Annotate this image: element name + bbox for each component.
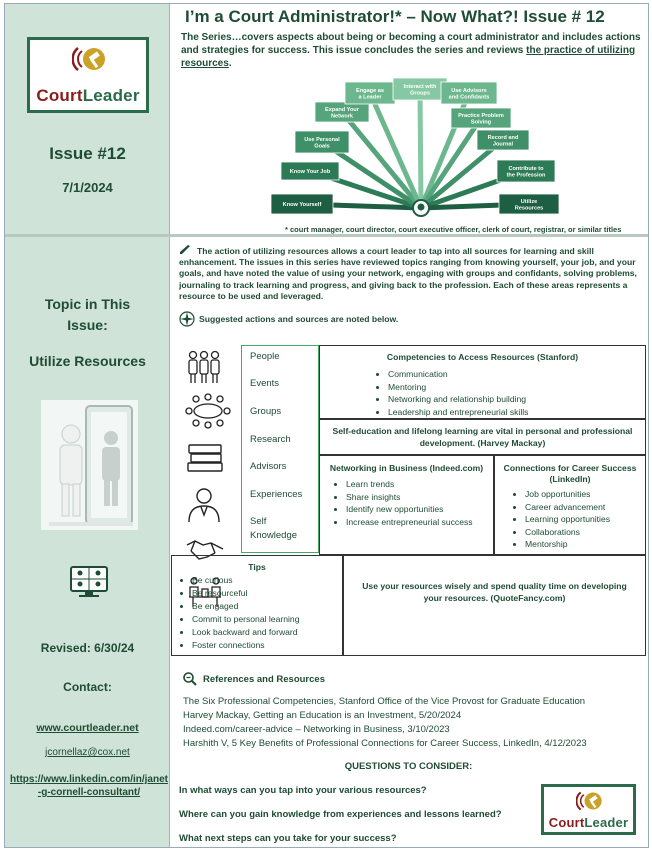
suggested-actions-note: Suggested actions and sources are noted below.: [179, 311, 398, 327]
award-badge-center: [418, 204, 425, 211]
mackay-quote: Self-education and lifelong learning are vital in personal and professional development. (Harvey Mackay): [332, 426, 633, 448]
intro-paragraph: The action of utilizing resources allows a court leader to tap into all sources for learning and skill enhancement. The issues in this series have reviewed topics ranging from knowing yourself, your job, and your goals, and have noted the value of using your network, engaging with groups and confidants, solving problems, journaling to track learning and progress, and giving back to the profession. Each of these areas represents a resource to be used and leveraged.: [179, 246, 637, 301]
title-footnote: * court manager, court director, court executive officer, clerk of court, registrar, or similar titles: [285, 225, 622, 234]
svg-text:Use Advisors: Use Advisors: [451, 87, 487, 94]
list-item: • Be engaged: [192, 600, 342, 613]
networking-list: [346, 478, 493, 528]
list-item: • Share insights: [346, 491, 493, 504]
tips-box: [171, 555, 343, 656]
list-item: • Look backward and forward: [192, 626, 342, 639]
fan-step-6: [393, 78, 447, 100]
magnifier-icon: [183, 672, 197, 686]
svg-text:Practice Problem: Practice Problem: [458, 112, 504, 119]
courtleader-logo: [27, 37, 149, 113]
tips-list: [192, 574, 342, 652]
svg-text:Know Yourself: Know Yourself: [282, 202, 322, 209]
mackay-quote-box: [319, 419, 646, 455]
intro-link[interactable]: the practice of utilizing resources: [181, 45, 636, 69]
courtleader-logo-footer: [541, 784, 636, 835]
website-link[interactable]: www.courtleader.net: [36, 722, 139, 734]
connections-box: [494, 455, 646, 555]
steps-fan-diagram: [271, 76, 571, 224]
bottom-sidebar: [5, 237, 170, 847]
references-list: [183, 695, 587, 751]
people-icon: [185, 349, 223, 385]
svg-text:Interact with: Interact with: [403, 83, 437, 90]
fan-step-1: [271, 194, 333, 214]
email-link[interactable]: jcornellaz@cox.net: [45, 747, 130, 758]
competencies-heading: Competencies to Access Resources (Stanford): [386, 352, 579, 362]
svg-text:Know Your Job: Know Your Job: [289, 169, 331, 176]
list-item: • Learning opportunities: [525, 513, 645, 526]
contact-heading: Contact:: [63, 680, 112, 694]
quotefancy-quote: Use your resources wisely and spend quality time on developing your resources. (QuoteFancy.com): [362, 581, 627, 603]
fan-step-2: [281, 162, 339, 180]
fan-step-11: [499, 194, 559, 214]
svg-text:a Leader: a Leader: [358, 94, 382, 101]
svg-text:Expand Your: Expand Your: [325, 106, 359, 113]
fan-step-5: [345, 82, 395, 104]
svg-text:Solving: Solving: [470, 119, 492, 126]
fan-step-8: [451, 108, 511, 128]
svg-text:Resources: Resources: [514, 205, 544, 212]
question-item: Where can you gain knowledge from experiences and lessons learned?: [179, 809, 502, 820]
issue-number: Issue #12: [49, 144, 126, 163]
logo-wordmark: CourtLeader: [36, 86, 140, 105]
issue-date: 7/1/2024: [62, 180, 113, 195]
linkedin-link[interactable]: https://www.linkedin.com/in/janet-g-cornell-consultant/: [10, 774, 168, 798]
networking-heading: Networking in Business (Indeed.com): [329, 463, 484, 473]
svg-text:Groups: Groups: [410, 90, 430, 97]
fan-step-9: [477, 130, 529, 150]
svg-text:Record and: Record and: [487, 134, 519, 141]
connections-heading: Connections for Career Success (LinkedIn): [503, 463, 637, 484]
reference-item: Harvey Mackay, Getting an Education is an Investment, 5/20/2024: [183, 710, 462, 721]
logo-wordmark: CourtLeader: [548, 815, 629, 830]
svg-text:Engage as: Engage as: [356, 87, 384, 94]
list-item: • Be curious: [192, 574, 342, 587]
list-item: • Increase entrepreneurial success: [346, 516, 493, 529]
quotefancy-box: [343, 555, 646, 656]
category-people: People: [250, 351, 280, 362]
series-intro: The Series…covers aspects about being or becoming a court administrator and includes actions and strategies for success. This issue concludes the series and reviews the practice of utilizing resources.: [181, 32, 641, 69]
mirror-reflection-image: [41, 400, 138, 530]
newsletter-page: [4, 3, 649, 848]
category-experiences: Experiences: [250, 489, 303, 500]
tips-heading: Tips: [248, 562, 266, 572]
reference-item: Harshith V, 5 Key Benefits of Professional Connections for Career Success, LinkedIn, 4/12/2023: [183, 738, 587, 749]
fan-step-3: [295, 131, 349, 153]
fan-connector: [420, 89, 421, 208]
list-item: • Be resourceful: [192, 587, 342, 600]
list-item: • Leadership and entrepreneurial skills: [388, 406, 645, 419]
questions-heading: QUESTIONS TO CONSIDER:: [344, 761, 473, 772]
svg-text:Network: Network: [330, 113, 354, 120]
gavel-logo-icon: [72, 44, 108, 74]
list-item: • Career advancement: [525, 501, 645, 514]
category-research: Research: [250, 434, 291, 445]
references-heading: References and Resources: [183, 672, 325, 686]
category-knowledge: Knowledge: [250, 530, 298, 541]
revised-date: Revised: 6/30/24: [40, 641, 135, 655]
question-item: What next steps can you take for your success?: [179, 833, 397, 844]
meeting-table-icon: [185, 393, 231, 429]
list-item: • Identify new opportunities: [346, 503, 493, 516]
list-item: • Foster connections: [192, 639, 342, 652]
networking-box: [319, 455, 494, 555]
gavel-logo-icon: [576, 789, 604, 813]
pen-icon: [179, 245, 191, 255]
svg-text:the Profession: the Profession: [506, 172, 546, 179]
fan-step-10: [497, 160, 555, 182]
list-item: • Networking and relationship building: [388, 393, 645, 406]
list-item: • Learn trends: [346, 478, 493, 491]
list-item: • Collaborations: [525, 526, 645, 539]
competencies-box: [319, 345, 646, 419]
fan-step-7: [441, 82, 497, 104]
list-item: • Job opportunities: [525, 488, 645, 501]
svg-text:Utilize: Utilize: [520, 198, 538, 205]
compass-icon: [179, 311, 195, 327]
svg-text:Goals: Goals: [314, 143, 330, 150]
competencies-list: [388, 368, 645, 418]
header-section: [171, 4, 648, 234]
category-groups: Groups: [250, 406, 282, 417]
top-sidebar: [5, 4, 170, 234]
reference-item: Indeed.com/career-advice – Networking in Business, 3/10/2023: [183, 724, 450, 735]
svg-text:and Confidants: and Confidants: [448, 94, 490, 101]
topic-name: Utilize Resources: [29, 353, 146, 369]
svg-text:Contribute to: Contribute to: [508, 165, 544, 172]
advisor-person-icon: [185, 487, 223, 523]
list-item: • Mentoring: [388, 381, 645, 394]
category-self: Self: [250, 516, 267, 527]
list-item: • Commit to personal learning: [192, 613, 342, 626]
connections-list: [525, 488, 645, 551]
books-icon: [185, 441, 225, 473]
list-item: • Mentorship: [525, 538, 645, 551]
topic-heading: Topic in This Issue:: [44, 296, 131, 333]
question-item: In what ways can you tap into your various resources?: [179, 785, 427, 796]
resource-categories: [241, 345, 319, 553]
video-conference-icon: [69, 565, 109, 599]
page-title: I’m a Court Administrator!* – Now What?! Issue # 12: [185, 7, 605, 26]
category-advisors: Advisors: [250, 461, 287, 472]
list-item: • Communication: [388, 368, 645, 381]
fan-step-4: [315, 102, 369, 122]
svg-text:Journal: Journal: [492, 141, 514, 148]
category-events: Events: [250, 378, 280, 389]
main-content: [171, 237, 648, 847]
svg-text:Use Personal: Use Personal: [304, 136, 340, 143]
reference-item: The Six Professional Competencies, Stanford Office of the Vice Provost for Graduate Education: [183, 696, 586, 707]
